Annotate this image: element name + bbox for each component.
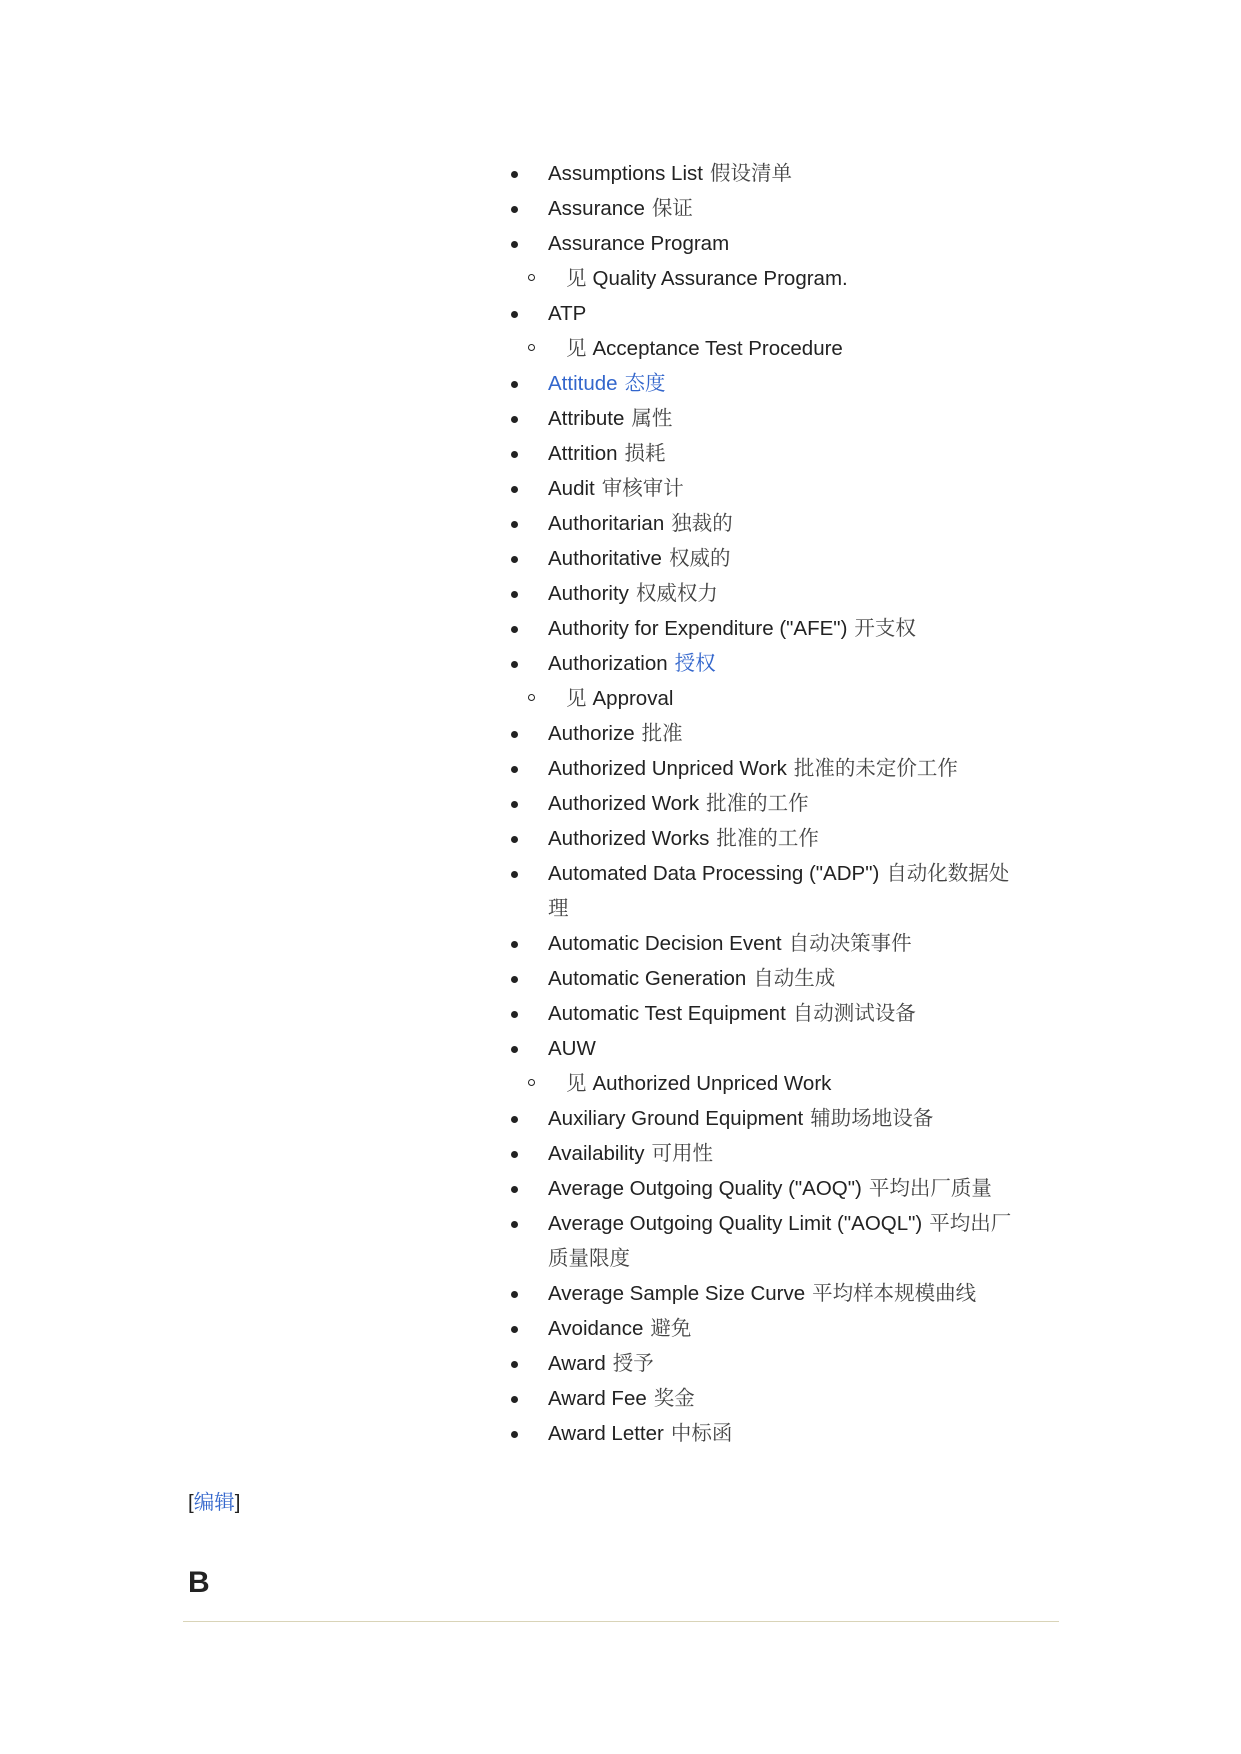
- term-english: Avoidance: [548, 1317, 644, 1340]
- term-english: Automatic Decision Event: [548, 932, 782, 955]
- glossary-term: [0, 751, 1026, 786]
- term-chinese: 权威的: [668, 546, 731, 570]
- glossary-term: [0, 1031, 1026, 1066]
- term-chinese: 审核审计: [601, 476, 684, 500]
- term-chinese: 属性: [631, 406, 673, 430]
- term-chinese: 避免: [650, 1316, 692, 1340]
- glossary-term: [0, 646, 1026, 681]
- term-english: Availability: [548, 1142, 645, 1165]
- glossary-term: [0, 926, 1026, 961]
- see-also-reference: Quality Assurance Program.: [592, 267, 848, 290]
- glossary-term: [0, 541, 1026, 576]
- term-english: Attrition: [548, 442, 618, 465]
- see-also-word: 见: [566, 1071, 587, 1095]
- term-english: Authorized Works: [548, 827, 710, 850]
- term-chinese: 平均出厂质量: [868, 1176, 992, 1200]
- term-english: Assumptions List: [548, 162, 703, 185]
- see-also-word: 见: [566, 686, 587, 710]
- term-chinese: 权威权力: [635, 581, 718, 605]
- term-chinese: 保证: [651, 196, 693, 220]
- term-chinese: 可用性: [651, 1141, 713, 1165]
- term-english: Auxiliary Ground Equipment: [548, 1107, 804, 1130]
- term-chinese: 平均样本规模曲线: [812, 1281, 977, 1305]
- term-chinese: 中标函: [670, 1421, 733, 1445]
- see-also-reference: Approval: [592, 687, 674, 710]
- term-chinese: 自动生成: [753, 966, 836, 990]
- edit-bracket-open: [: [188, 1491, 194, 1514]
- glossary-list: [0, 156, 1241, 1451]
- term-english: Authoritarian: [548, 512, 665, 535]
- see-also-item: [0, 1066, 1026, 1101]
- term-chinese: 自动决策事件: [788, 931, 912, 955]
- edit-section-link: [188, 1485, 240, 1515]
- term-english: Award Fee: [548, 1387, 647, 1410]
- glossary-term: [0, 1101, 1026, 1136]
- term-english: Automated Data Processing ("ADP"): [548, 862, 880, 885]
- glossary-term: [0, 1416, 1026, 1451]
- glossary-term: [0, 1171, 1026, 1206]
- edit-link[interactable]: 编辑: [193, 1490, 235, 1514]
- glossary-term: [0, 856, 1026, 926]
- glossary-term: [0, 961, 1026, 996]
- term-chinese: 批准: [641, 721, 683, 745]
- glossary-term: [0, 401, 1026, 436]
- term-english: Average Sample Size Curve: [548, 1282, 806, 1305]
- term-english: Award: [548, 1352, 606, 1375]
- term-chinese: 损耗: [624, 441, 666, 465]
- term-english: Assurance: [548, 197, 645, 220]
- term-english: Automatic Generation: [548, 967, 747, 990]
- glossary-term: [0, 191, 1026, 226]
- glossary-term: [0, 1206, 1026, 1276]
- term-chinese: 授予: [612, 1351, 654, 1375]
- glossary-term: [0, 1346, 1026, 1381]
- glossary-term: [0, 576, 1026, 611]
- glossary-term: [0, 821, 1026, 856]
- term-chinese: 批准的未定价工作: [793, 756, 958, 780]
- see-also-word: 见: [566, 336, 587, 360]
- term-chinese[interactable]: 授权: [674, 651, 716, 675]
- term-english: Authorize: [548, 722, 635, 745]
- glossary-term: [0, 296, 1026, 331]
- see-also-item: [0, 331, 1026, 366]
- term-english: Automatic Test Equipment: [548, 1002, 786, 1025]
- glossary-term: [0, 996, 1026, 1031]
- term-english: AUW: [548, 1037, 596, 1060]
- glossary-term: [0, 611, 1026, 646]
- term-english: Authority: [548, 582, 629, 605]
- see-also-reference: Acceptance Test Procedure: [592, 337, 843, 360]
- section-heading-b: B: [188, 1566, 210, 1599]
- glossary-term: [0, 1136, 1026, 1171]
- glossary-term: [0, 366, 1026, 401]
- term-english: Audit: [548, 477, 595, 500]
- term-chinese: 批准的工作: [706, 791, 809, 815]
- term-english: Authorized Unpriced Work: [548, 757, 787, 780]
- glossary-term: [0, 1311, 1026, 1346]
- see-also-item: [0, 261, 1026, 296]
- term-chinese: 辅助场地设备: [810, 1106, 934, 1130]
- glossary-term: [0, 786, 1026, 821]
- term-english: Authority for Expenditure ("AFE"): [548, 617, 848, 640]
- glossary-term: [0, 1381, 1026, 1416]
- term-english: Average Outgoing Quality Limit ("AOQL"): [548, 1212, 923, 1235]
- glossary-term: [0, 226, 1026, 261]
- term-english: Attribute: [548, 407, 625, 430]
- glossary-term: [0, 436, 1026, 471]
- see-also-item: [0, 681, 1026, 716]
- term-chinese: 自动测试设备: [792, 1001, 916, 1025]
- glossary-term: [0, 1276, 1026, 1311]
- term-chinese: 批准的工作: [716, 826, 819, 850]
- edit-bracket-close: ]: [234, 1491, 241, 1514]
- term-english: Authoritative: [548, 547, 662, 570]
- term-english: Authorized Work: [548, 792, 700, 815]
- glossary-term: [0, 156, 1026, 191]
- term-chinese: 奖金: [653, 1386, 695, 1410]
- term-chinese: 独裁的: [671, 511, 733, 535]
- term-chinese: 假设清单: [709, 161, 792, 185]
- term-chinese: 平均出厂质量限度: [548, 1211, 1012, 1270]
- glossary-term: [0, 716, 1026, 751]
- term-english: Authorization: [548, 652, 668, 675]
- term-english[interactable]: Attitude: [548, 372, 618, 395]
- term-chinese: 自动化数据处理: [548, 861, 1010, 920]
- see-also-reference: Authorized Unpriced Work: [592, 1072, 832, 1095]
- term-english: Assurance Program: [548, 232, 730, 255]
- term-chinese: 开支权: [854, 616, 916, 640]
- glossary-term: [0, 471, 1026, 506]
- section-divider: [183, 1621, 1059, 1622]
- glossary-term: [0, 506, 1026, 541]
- term-english: ATP: [548, 302, 587, 325]
- term-chinese[interactable]: 态度: [624, 371, 666, 395]
- term-english: Award Letter: [548, 1422, 664, 1445]
- term-english: Average Outgoing Quality ("AOQ"): [548, 1177, 862, 1200]
- see-also-word: 见: [566, 266, 587, 290]
